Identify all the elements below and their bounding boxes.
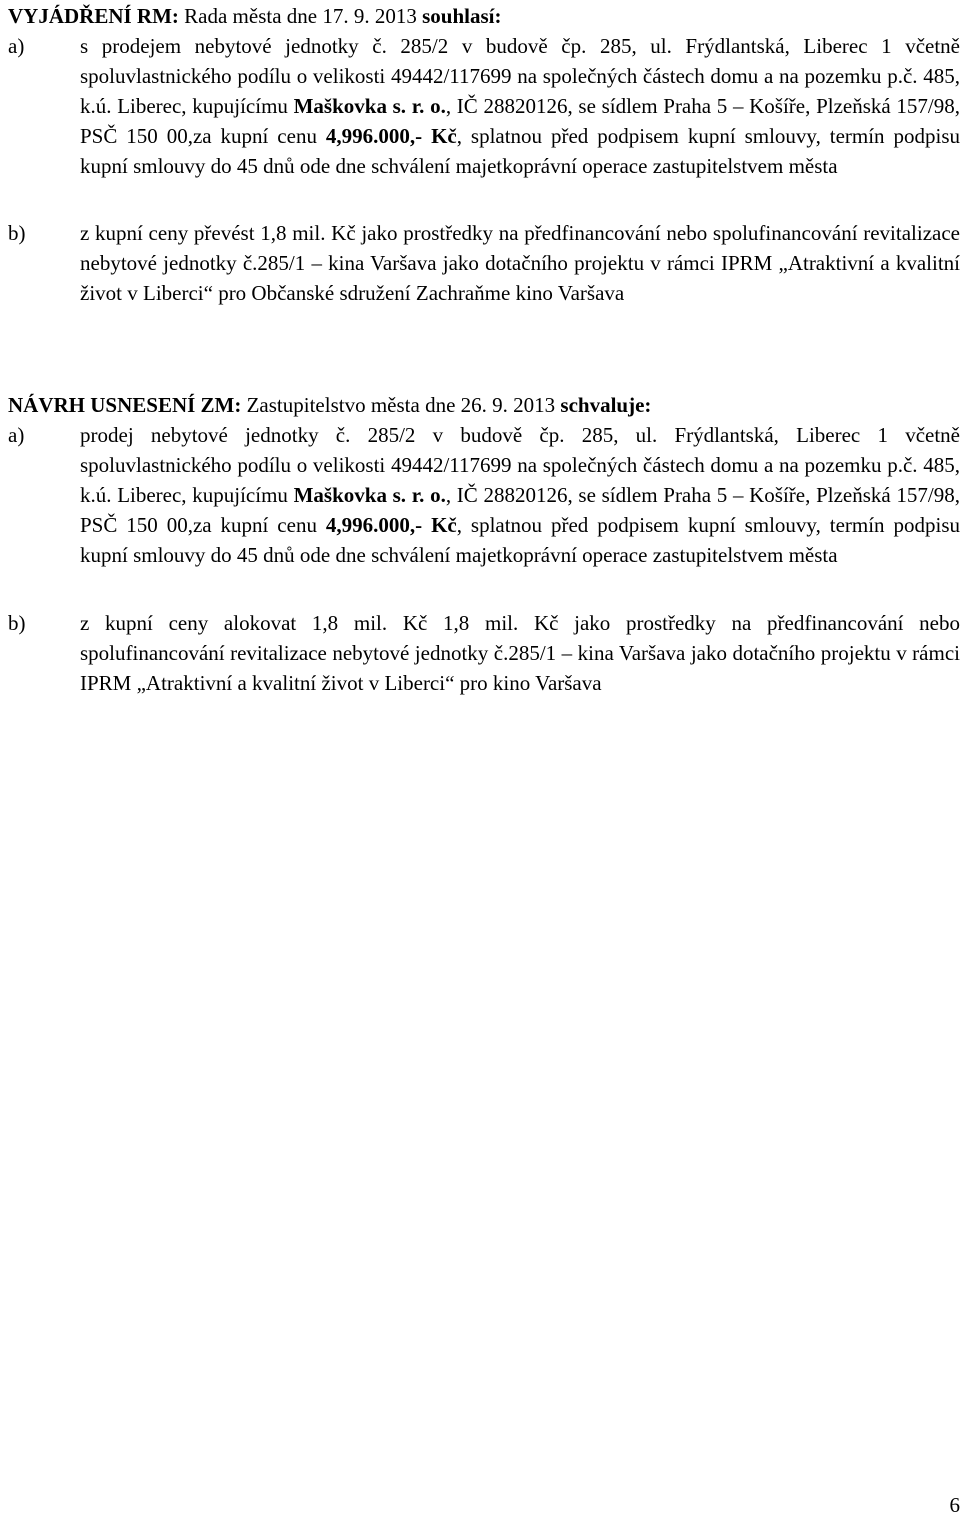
buyer-name: Maškovka s. r. o. (293, 94, 446, 118)
item-label: a) (8, 423, 25, 447)
list-item (8, 420, 960, 570)
item-label: b) (8, 611, 26, 635)
heading-label: NÁVRH USNESENÍ ZM: (8, 393, 242, 417)
list-item (8, 608, 960, 698)
buyer-name: Maškovka s. r. o. (293, 483, 446, 507)
heading-text: Rada města dne 17. 9. 2013 (178, 4, 423, 28)
heading-text: Zastupitelstvo města dne 26. 9. 2013 (241, 393, 561, 417)
list-item (8, 218, 960, 308)
item-text (80, 31, 960, 181)
item-text (80, 420, 960, 570)
heading-label: VYJÁDŘENÍ RM: (8, 4, 179, 28)
item-text: z kupní ceny převést 1,8 mil. Kč jako prostředky na předfinancování nebo spolufinancování revitalizace nebytové jednotky č.285/1 – kina Varšava jako dotačního projektu v rámci IPRM „Atraktivní a kvalitní život v Liberci“ pro Občanské sdružení Zachraňme kino Varšava (80, 221, 960, 305)
price: 4,996.000,- Kč (325, 124, 457, 148)
item-label: a) (8, 34, 25, 58)
item-text: z kupní ceny alokovat 1,8 mil. Kč 1,8 mil. Kč jako prostředky na předfinancování nebo spolufinancování revitalizace nebytové jednotky č.285/1 – kina Varšava jako dotačního projektu v rámci IPRM „Atraktivní a kvalitní život v Liberci“ pro kino Varšava (80, 611, 960, 695)
heading-verb: souhlasí: (422, 4, 502, 28)
item-label: b) (8, 221, 26, 245)
item-text-part: , splatnou před podpisem kupní smlouvy, termín podpisu kupní smlouvy do 45 dnů ode dne schválení majetkoprávní operace zastupitelstvem města (80, 124, 960, 178)
item-text-part: , splatnou před podpisem kupní smlouvy, termín podpisu kupní smlouvy do 45 dnů ode dne schválení majetkoprávní operace zastupitelstvem města (80, 513, 960, 567)
price: 4,996.000,- Kč (325, 513, 457, 537)
heading-verb: schvaluje: (560, 393, 652, 417)
section-heading-rm (8, 1, 501, 31)
page-number: 6 (949, 1493, 960, 1517)
list-item (8, 31, 960, 181)
item-text-part: , IČ 28820126, se sídlem Praha 5 – Košíře, Plzeňská 157/98, PSČ 150 00,za kupní cenu (80, 94, 960, 148)
section-heading-zm (8, 390, 651, 420)
item-text-part: , IČ 28820126, se sídlem Praha 5 – Košíře, Plzeňská 157/98, PSČ 150 00,za kupní cenu (80, 483, 960, 537)
item-text-part: s prodejem nebytové jednotky č. 285/2 v budově čp. 285, ul. Frýdlantská, Liberec 1 včetně spoluvlastnického podílu o velikosti 49442/117699 na společných částech domu a na pozemku p.č. 485, k.ú. Liberec, kupujícímu (80, 34, 960, 118)
item-text-part: prodej nebytové jednotky č. 285/2 v budově čp. 285, ul. Frýdlantská, Liberec 1 včetně spoluvlastnického podílu o velikosti 49442/117699 na společných částech domu a na pozemku p.č. 485, k.ú. Liberec, kupujícímu (80, 423, 960, 507)
